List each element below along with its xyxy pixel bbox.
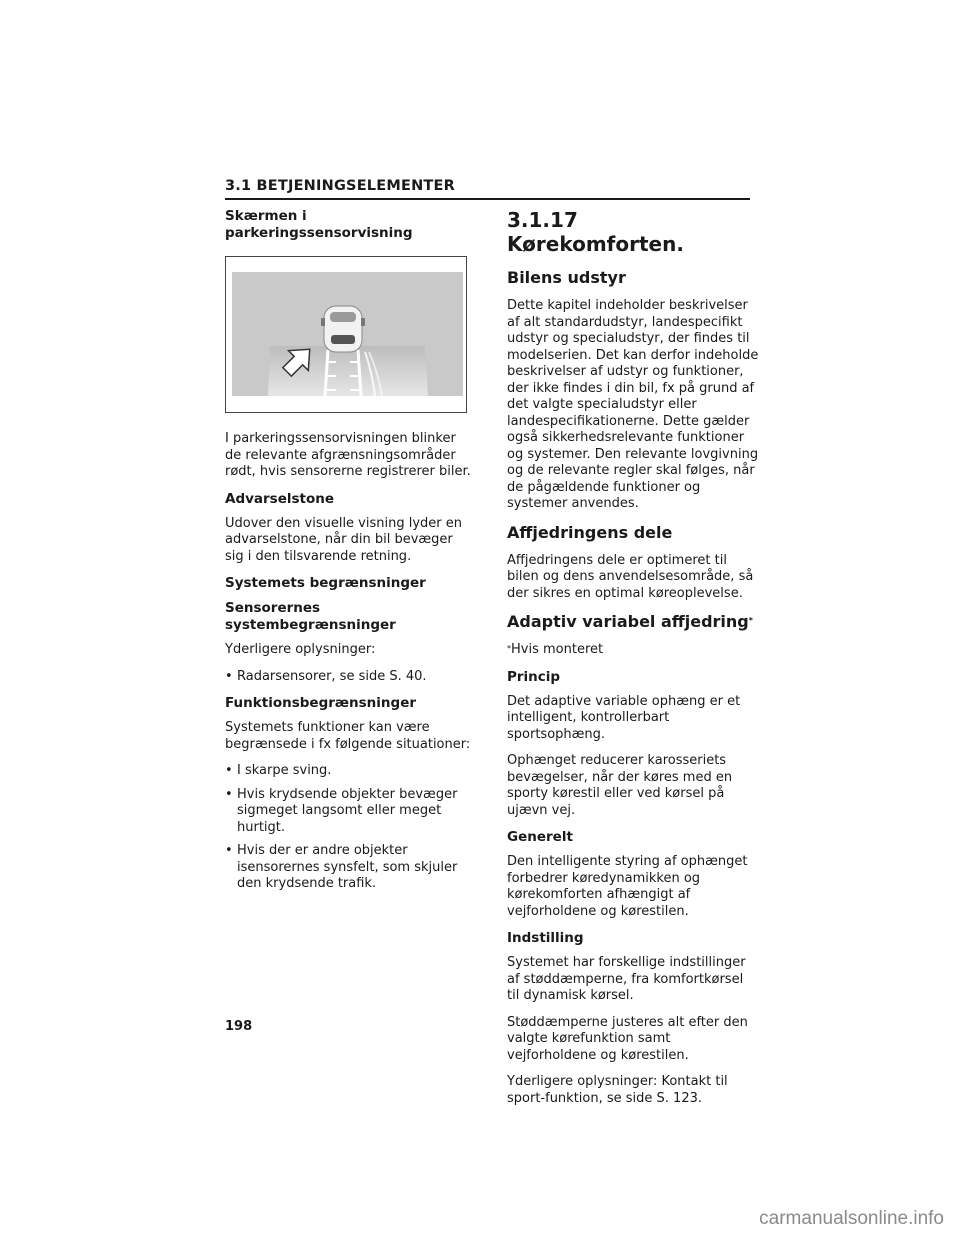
setting-text-3: Yderligere oplysninger: Kontakt til sport-funktion, se side S. 123. — [507, 1074, 728, 1106]
equipment-text: Dette kapitel indeholder beskrivelser af alt standardudstyr, landespecifikt udstyr og specialudstyr, der findes til modelserien. Det kan derfor indeholde beskrivelser af udstyr og funktioner, der ikke findes i din bil, fx på grund af det valgte specialudstyr eller landespecifikationerne. Dette gælder også sikkerhedsrelevante funktioner og systemer. Den relevante lovgivning og de relevante regler skal følges, når de pågældende funktioner og systemer anvendes. — [507, 298, 759, 511]
list-item: • Hvis der er andre objekter isensorernes synsfelt, som skjuler den krydsende trafik. — [225, 843, 475, 893]
parking-sensor-figure — [225, 256, 467, 413]
heading-warning: Advarselstone — [225, 490, 335, 507]
car-icon — [321, 306, 365, 352]
list-item: • Radarsensorer, se side S. 40. — [225, 669, 475, 686]
suspension-text: Affjedringens dele er optimeret til bilen og dens anvendelsesområde, så der sikres en optimal køreoplevelse. — [507, 552, 754, 601]
heading-function-limits: Funktionsbegrænsninger — [225, 695, 417, 711]
watermark-link[interactable]: carmanualsonline.info — [759, 1208, 944, 1229]
list-item: • I skarpe sving. — [225, 763, 475, 780]
left-column — [225, 208, 475, 903]
heading-general: Generelt — [507, 829, 573, 845]
principle-text: Det adaptive variable ophæng er et intelligent, kontrollerbart sportsophæng. — [507, 693, 741, 742]
heading-setting: Indstilling — [507, 930, 584, 946]
section-title: 3.1 BETJENINGSELEMENTER — [225, 178, 455, 194]
parking-view-illustration — [232, 272, 463, 396]
right-column — [507, 208, 759, 1117]
heading-equipment: Bilens udstyr — [507, 268, 626, 287]
header-rule — [225, 198, 750, 200]
setting-text: Systemet har forskellige indstillinger af støddæmperne, fra komfortkørsel til dynamisk kørsel. — [507, 955, 746, 1003]
situations-list — [225, 763, 475, 893]
radar-list — [225, 669, 475, 686]
general-text: Den intelligente styring af ophænget forbedrer køredynamikken og kørekomforten afhængigt af vejforholdene og kørestilen. — [507, 854, 748, 919]
if-fitted-note: *Hvis monteret — [507, 642, 604, 657]
function-text: Systemets funktioner kan være begrænsede i fx følgende situationer: — [225, 720, 471, 752]
principle-text-2: Ophænget reducerer karosseriets bevægelser, når der køres med en sporty kørestil eller ved kørsel på ujævn vej. — [507, 753, 733, 818]
list-item: • Hvis krydsende objekter bevæger sigmeget langsomt eller meget hurtigt. — [225, 787, 475, 837]
chapter-title: 3.1.17 Kørekomforten. — [507, 208, 684, 256]
section-header — [225, 178, 750, 200]
warning-text: Udover den visuelle visning lyder en advarselstone, når din bil bevæger sig i den tilsvarende retning. — [225, 515, 463, 564]
heading-sensor-limits: Sensorernes systembegrænsninger — [225, 600, 396, 633]
intro-text: I parkeringssensorvisningen blinker de relevante afgrænsningsområder rødt, hvis sensorerne registrerer biler. — [225, 431, 471, 479]
heading-limits: Systemets begrænsninger — [225, 575, 426, 591]
heading-adaptive: Adaptiv variabel affjedring* — [507, 612, 753, 631]
more-info-text: Yderligere oplysninger: — [225, 642, 376, 657]
page-number: 198 — [225, 1019, 253, 1034]
heading-suspension: Affjedringens dele — [507, 522, 673, 542]
setting-text-2: Støddæmperne justeres alt efter den valgte kørefunktion samt vejforholdene og kørestilen. — [507, 1014, 748, 1063]
heading-principle: Princip — [507, 668, 561, 685]
parking-sensor-screen — [232, 272, 463, 396]
figure-caption: Skærmen i parkeringssensorvisning — [225, 208, 413, 241]
